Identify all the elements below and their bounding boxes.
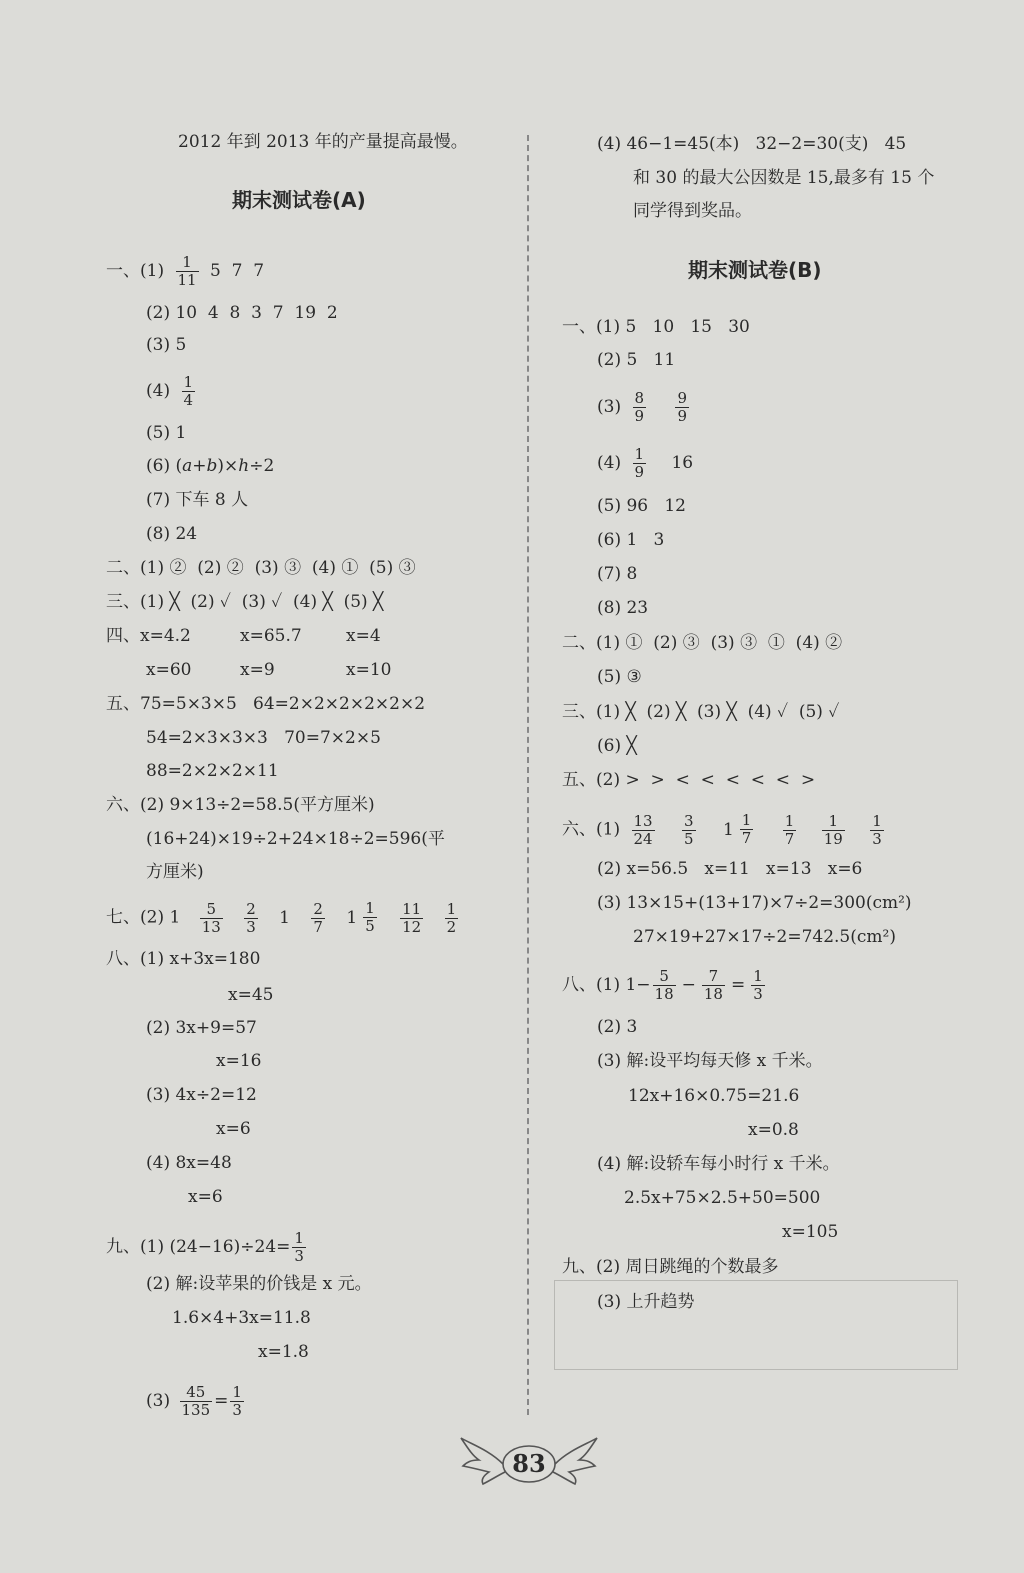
- label: (4): [597, 453, 622, 473]
- section-title-b: 期末测试卷(B): [688, 258, 822, 282]
- b-q3-b: (6) ╳: [597, 736, 637, 756]
- b-q1-1: 一、(1) 5 10 15 30: [562, 317, 750, 337]
- b-q1-6: (6) 1 3: [597, 530, 665, 550]
- fraction: $\frac{1}{19}$: [823, 811, 843, 848]
- a-q8-1a: 八、(1) x+3x=180: [106, 949, 261, 969]
- fraction: $\frac{2}{7}$: [313, 899, 323, 936]
- b-q8-3a: (3) 解:设平均每天修 x 千米。: [597, 1051, 823, 1071]
- b-q8-4a: (4) 解:设轿车每小时行 x 千米。: [597, 1154, 840, 1174]
- fraction: $\frac{1}{4}$: [183, 373, 194, 409]
- a-q9-2a: (2) 解:设苹果的价钱是 x 元。: [146, 1274, 372, 1294]
- a-q8-4b: x=6: [188, 1187, 223, 1207]
- fraction: $\frac{7}{18}$: [703, 967, 723, 1003]
- fraction: $\frac{1}{3}$: [753, 967, 763, 1003]
- fraction: $\frac{1}{2}$: [446, 899, 457, 936]
- b-q9-3: (3) 上升趋势: [597, 1292, 695, 1312]
- a-q8-2b: x=16: [216, 1051, 262, 1071]
- a-q1-1: [106, 254, 264, 289]
- page-number-badge: [459, 1430, 599, 1490]
- b-q8-4c: x=105: [782, 1222, 839, 1242]
- b-q6-3b: 27×19+27×17÷2=742.5(cm²): [633, 927, 896, 947]
- value: 16: [671, 453, 694, 473]
- a-q1-2: (2) 10 4 8 3 7 19 2: [146, 303, 338, 323]
- a-q5-b: 54=2×3×3×3 70=7×2×5: [146, 728, 381, 748]
- label: 七、(2) 1: [106, 907, 181, 928]
- a-q8-3a: (3) 4x÷2=12: [146, 1085, 257, 1105]
- fraction: $\frac{8}{9}$: [634, 389, 645, 425]
- label: 八、(1) 1−: [562, 975, 651, 995]
- label: 一、(1): [106, 261, 165, 281]
- column-divider: [527, 135, 529, 1415]
- label: (3): [146, 1391, 171, 1411]
- fraction: $\frac{3}{5}$: [684, 811, 694, 848]
- b-q6-3a: (3) 13×15+(13+17)×7÷2=300(cm²): [597, 893, 912, 913]
- fraction: $\frac{5}{18}$: [654, 967, 674, 1003]
- fraction: $\frac{11}{12}$: [402, 899, 422, 936]
- a-q9-2c: x=1.8: [258, 1342, 309, 1362]
- a-q3: 三、(1) ╳ (2) ✓ (3) ✓ (4) ╳ (5) ╳: [106, 592, 384, 612]
- a-q8-3b: x=6: [216, 1119, 251, 1139]
- b-q6-2: (2) x=56.5 x=11 x=13 x=6: [597, 859, 863, 879]
- a-q1-8: (8) 24: [146, 524, 198, 544]
- fraction: $\frac{13}{24}$: [633, 811, 653, 848]
- fraction: $\frac{1}{3}$: [872, 811, 882, 848]
- a-q4-b: x=65.7: [240, 626, 302, 646]
- b-q2-b: (5) ③: [597, 667, 642, 687]
- b-q1-8: (8) 23: [597, 598, 649, 618]
- a-q7: [106, 900, 464, 936]
- section-title-a: 期末测试卷(A): [232, 188, 366, 212]
- fraction: $\frac{1}{7}$: [784, 811, 795, 848]
- mixed-number: 1 $\frac{1}{7}$: [722, 811, 752, 847]
- a-q4-c: x=4: [346, 626, 381, 646]
- fraction: $\frac{45}{135}$: [181, 1383, 211, 1419]
- a-q6-c: 方厘米): [146, 862, 204, 882]
- intro-line: 2012 年到 2013 年的产量提高最慢。: [178, 132, 468, 152]
- b-q8-2: (2) 3: [597, 1017, 638, 1037]
- a-q9-1: [106, 1230, 312, 1265]
- a-q4-f: x=10: [346, 660, 392, 680]
- label: (4): [146, 381, 171, 401]
- a-q8-1b: x=45: [228, 985, 274, 1005]
- a-q5-a: 五、75=5×3×5 64=2×2×2×2×2×2: [106, 694, 426, 714]
- a-q1-3: (3) 5: [146, 335, 187, 355]
- value: 1: [279, 907, 290, 928]
- b-q8-3c: x=0.8: [748, 1120, 799, 1140]
- a-q8-4a: (4) 8x=48: [146, 1153, 232, 1173]
- a-q6-b: (16+24)×19÷2+24×18÷2=596(平: [146, 829, 445, 849]
- a-q4-a: 四、x=4.2: [106, 626, 191, 646]
- b-q2-a: 二、(1) ① (2) ③ (3) ③ ① (4) ②: [562, 633, 843, 653]
- a-q4-d: x=60: [146, 660, 192, 680]
- b-q5: 五、(2) > > < < < < < >: [562, 770, 816, 790]
- fraction: $\frac{2}{3}$: [246, 899, 256, 936]
- b-prev-a: (4) 46−1=45(本) 32−2=30(支) 45: [597, 134, 907, 154]
- b-prev-c: 同学得到奖品。: [633, 201, 752, 221]
- fraction: $\frac{1}{11}$: [177, 253, 197, 289]
- b-q6-1: [562, 812, 890, 848]
- b-q1-4: [597, 446, 693, 481]
- fraction: $\frac{1}{3}$: [294, 1229, 304, 1265]
- fraction: $\frac{1}{3}$: [232, 1383, 242, 1419]
- a-q2: 二、(1) ② (2) ② (3) ③ (4) ① (5) ③: [106, 558, 416, 578]
- page-number: 83: [512, 1449, 546, 1478]
- b-prev-b: 和 30 的最大公因数是 15,最多有 15 个: [633, 168, 935, 188]
- a-q1-6: (6) (a+b)×h÷2: [146, 456, 275, 476]
- fraction: $\frac{9}{9}$: [677, 389, 687, 425]
- a-q1-4: [146, 374, 201, 409]
- fraction: $\frac{5}{13}$: [201, 899, 221, 936]
- b-q9-2: 九、(2) 周日跳绳的个数最多: [562, 1257, 779, 1277]
- label: (3): [597, 397, 622, 417]
- fraction: $\frac{1}{9}$: [634, 445, 645, 481]
- a-q1-5: (5) 1: [146, 423, 187, 443]
- b-q8-4b: 2.5x+75×2.5+50=500: [624, 1188, 821, 1208]
- a-q1-7: (7) 下车 8 人: [146, 490, 249, 510]
- b-q1-2: (2) 5 11: [597, 350, 676, 370]
- label: 六、(1): [562, 819, 621, 840]
- a-q6-a: 六、(2) 9×13÷2=58.5(平方厘米): [106, 795, 375, 815]
- b-q3-a: 三、(1) ╳ (2) ╳ (3) ╳ (4) ✓ (5) ✓: [562, 702, 840, 722]
- a-q4-e: x=9: [240, 660, 275, 680]
- values: 5 7 7: [210, 261, 265, 281]
- mixed-number: 1 $\frac{1}{5}$: [346, 899, 375, 935]
- b-q1-5: (5) 96 12: [597, 496, 686, 516]
- b-q1-3: [597, 390, 695, 425]
- b-q8-3b: 12x+16×0.75=21.6: [628, 1086, 800, 1106]
- a-q9-2b: 1.6×4+3x=11.8: [172, 1308, 311, 1328]
- a-q9-3: (3) $\frac{45}{135}$ = $\frac{1}{3}$: [146, 1383, 242, 1419]
- a-q5-c: 88=2×2×2×11: [146, 761, 279, 781]
- b-q8-1: 八、(1) 1− $\frac{5}{18}$ − $\frac{7}{18}$ = $\frac{1}{3}$: [562, 967, 763, 1003]
- label: 九、(1) (24−16)÷24=: [106, 1237, 291, 1257]
- b-q1-7: (7) 8: [597, 564, 638, 584]
- a-q8-2a: (2) 3x+9=57: [146, 1018, 257, 1038]
